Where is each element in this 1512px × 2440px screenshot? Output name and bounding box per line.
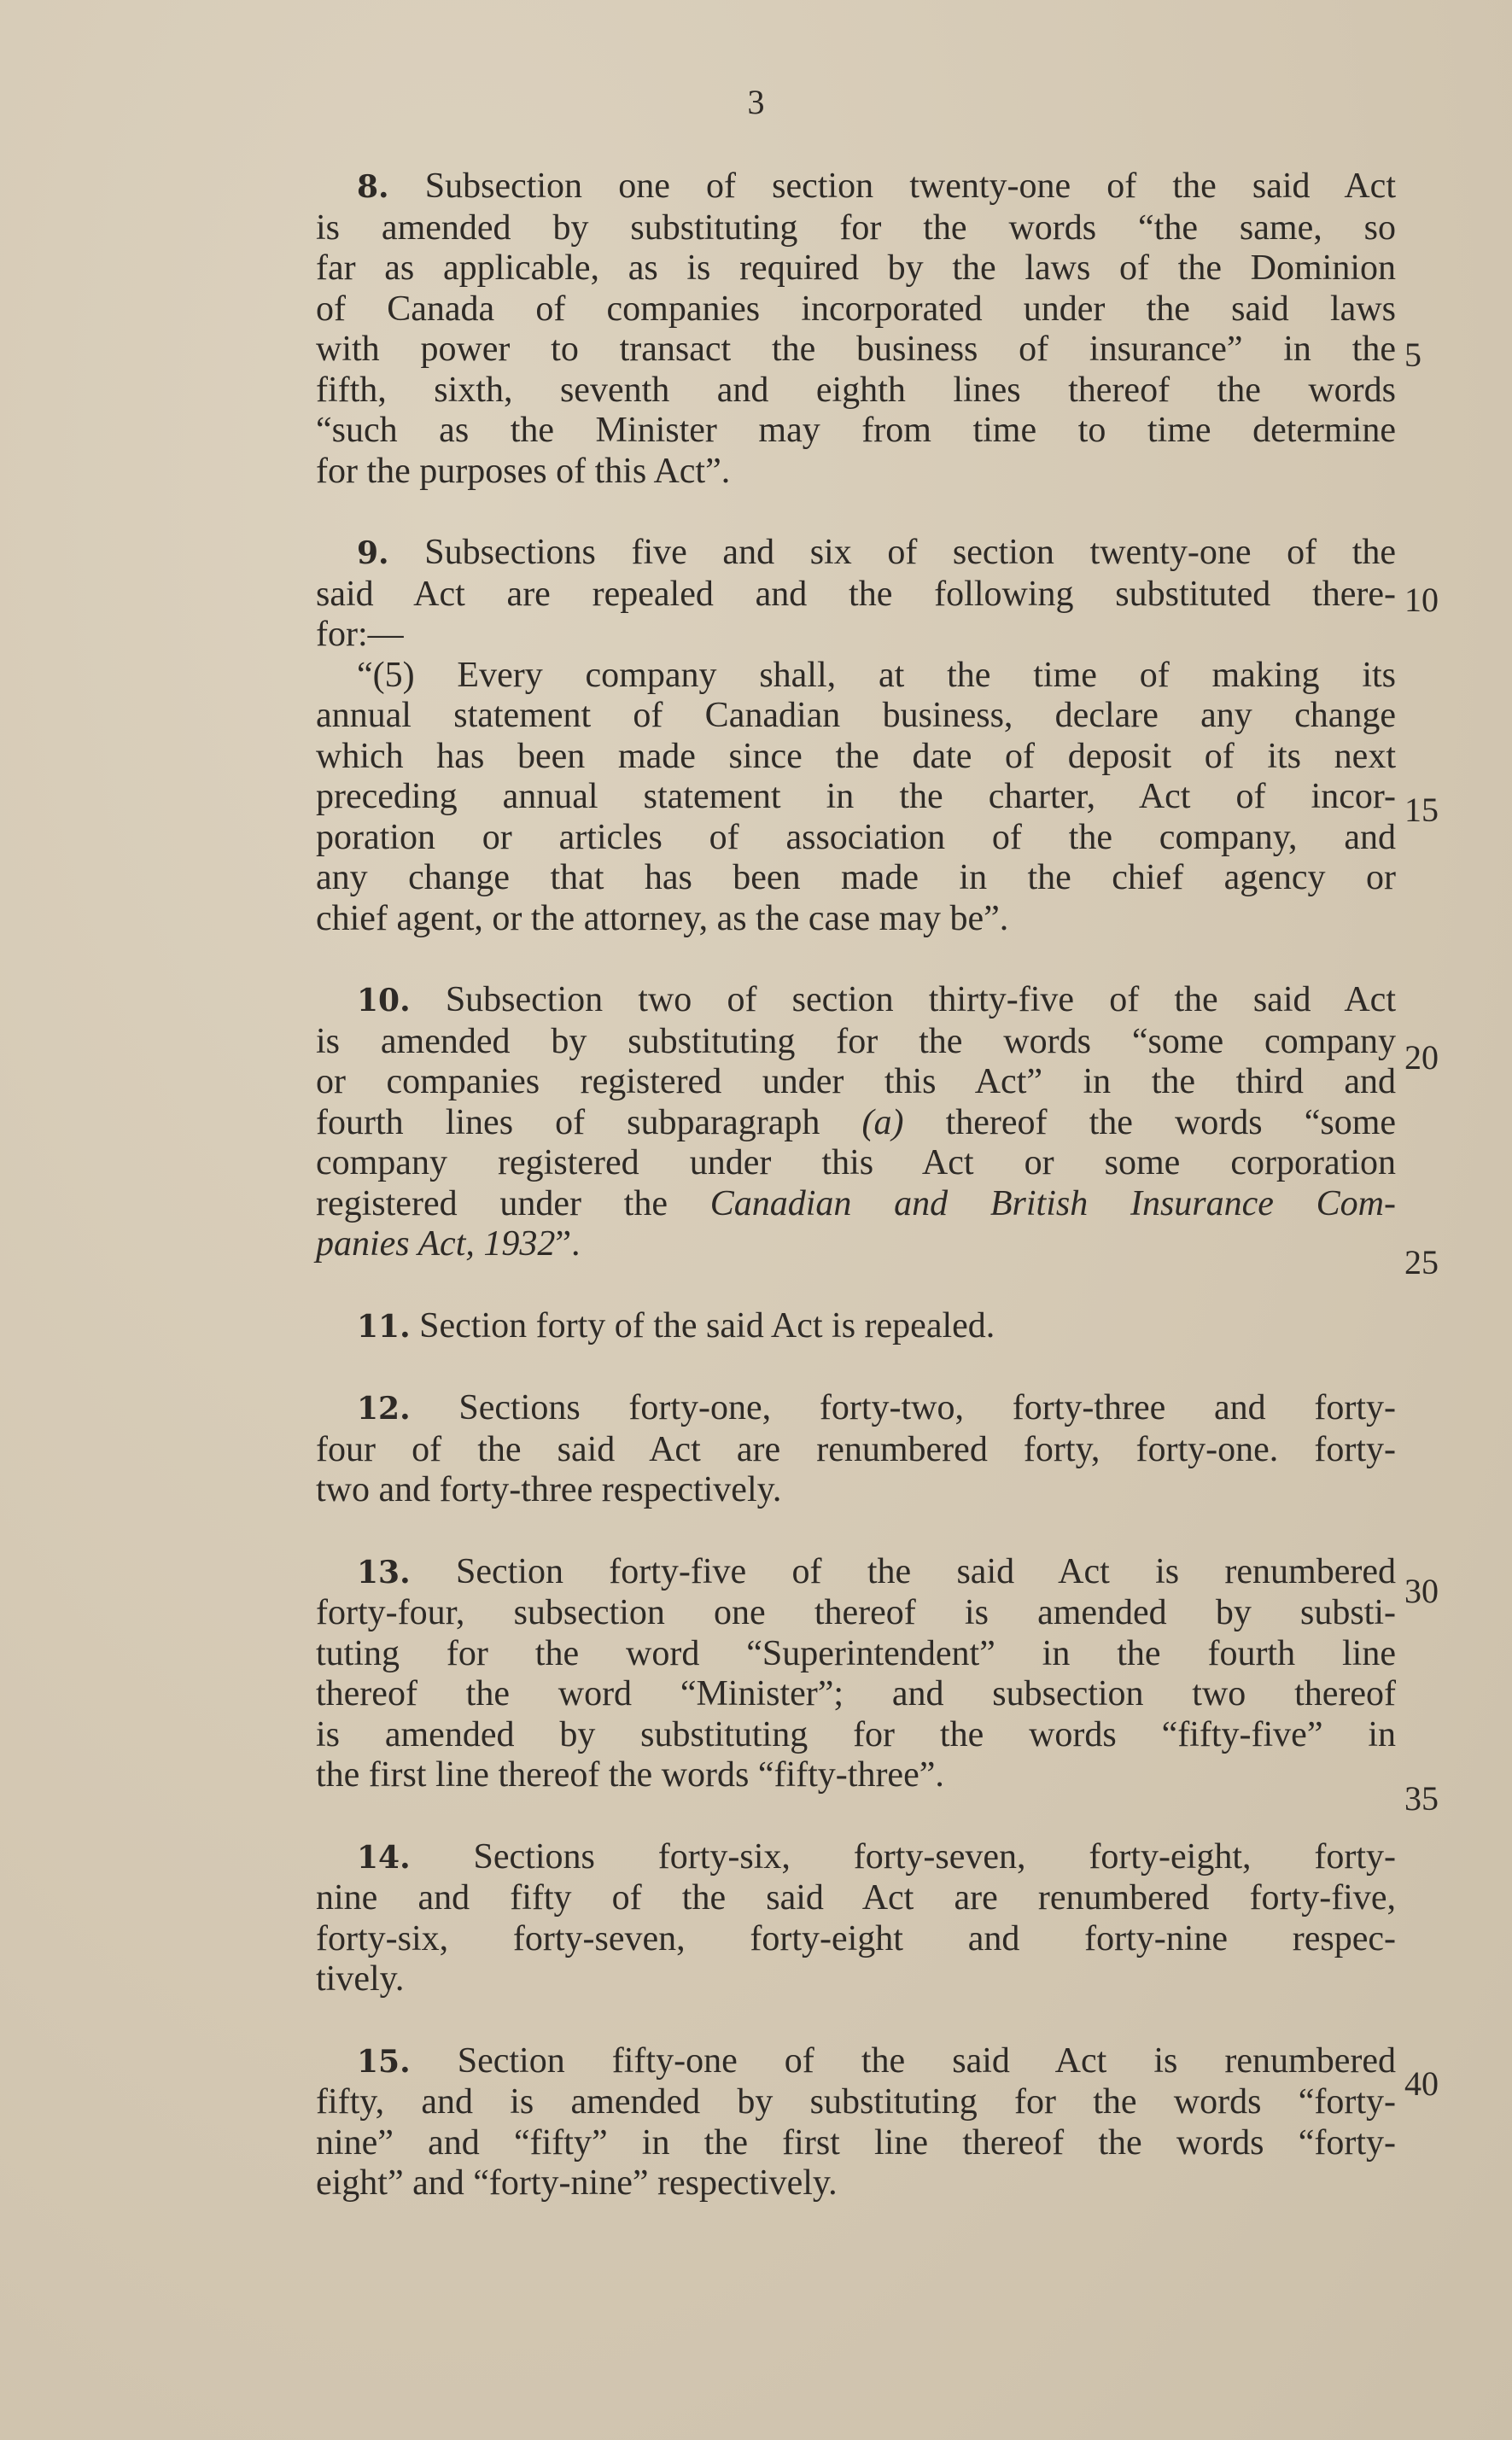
text-line: thereof the word “Minister”; and subsection two thereof [316,1674,1396,1713]
text-line: forty-four, subsection one thereof is amended by substi- [316,1593,1396,1632]
section-number: 13. [357,1554,411,1591]
text-line: panies Act, 1932”. [316,1224,581,1264]
text-line: tively. [316,1959,405,1999]
section-number: 14. [357,1839,411,1876]
text-line: is amended by substituting for the words “some company [316,1021,1396,1061]
text-line: company registered under this Act or some corporation [316,1143,1396,1182]
text-line: 10. Subsection two of section thirty-five of the said Act [357,980,1396,1019]
margin-line-number: 10 [1404,581,1439,619]
text-line: which has been made since the date of deposit of its next [316,736,1396,776]
text-line: nine and fifty of the said Act are renumbered forty-five, [316,1878,1396,1918]
section-13 [316,1552,1396,1796]
text-line: chief agent, or the attorney, as the case may be”. [316,898,1009,938]
text-line: 15. Section fifty-one of the said Act is renumbered [357,2040,1396,2081]
text-line: forty-six, forty-seven, forty-eight and forty-nine respec- [316,1918,1396,1958]
text-line: nine” and “fifty” in the first line thereof the words “forty- [316,2122,1396,2163]
text-line: 8. Subsection one of section twenty-one of the said Act [357,166,1396,206]
page-number: 3 [747,83,765,121]
section-number: 9. [357,535,389,571]
text-line: of Canada of companies incorporated under the said laws [316,289,1396,329]
margin-line-number: 20 [1404,1038,1439,1077]
section-14 [316,1837,1396,2000]
section-9 [316,533,1396,939]
text-line: tuting for the word “Superintendent” in the fourth line [316,1633,1396,1673]
margin-line-number: 35 [1404,1779,1439,1818]
section-10 [316,980,1396,1265]
section-number: 11. [357,1308,411,1345]
text-line: far as applicable, as is required by the laws of the Dominion [316,248,1396,288]
text-line: fifth, sixth, seventh and eighth lines thereof the words [316,370,1396,410]
section-number: 8. [357,169,389,205]
text-line: registered under the Canadian and British Insurance Com- [316,1183,1396,1223]
text-line: for the purposes of this Act”. [316,451,731,491]
text-line: preceding annual statement in the charter, Act of incor- [316,777,1396,816]
text-line: 13. Section forty-five of the said Act is renumbered [357,1551,1396,1591]
margin-line-number: 15 [1404,791,1439,829]
text-line: “such as the Minister may from time to time determine [316,411,1396,450]
text-line: 11. Section forty of the said Act is repealed. [357,1305,995,1346]
section-number: 15. [357,2043,411,2080]
text-line: or companies registered under this Act” in the third and [316,1062,1396,1101]
section-11 [316,1306,1396,1348]
margin-line-number: 25 [1404,1243,1439,1281]
text-line: is amended by substituting for the words “fifty-five” in [316,1714,1396,1754]
text-line: four of the said Act are renumbered forty, forty-one. forty- [316,1429,1396,1469]
section-12 [316,1388,1396,1511]
text-line: for:— [316,615,404,654]
text-line: 9. Subsections five and six of section twenty-one of the [357,533,1396,572]
margin-line-number: 40 [1404,2064,1439,2103]
text-line: annual statement of Canadian business, declare any change [316,696,1396,735]
section-number: 10. [357,983,411,1019]
text-line: “(5) Every company shall, at the time of making its [357,655,1396,695]
margin-line-number: 30 [1404,1572,1439,1610]
text-line: poration or articles of association of the company, and [316,817,1396,857]
section-number: 12. [357,1391,411,1427]
text-line: 12. Sections forty-one, forty-two, forty-three and forty- [357,1388,1396,1427]
document-body [316,166,1396,2204]
text-line: said Act are repealed and the following substituted there- [316,574,1396,614]
section-15 [316,2041,1396,2204]
text-line: fourth lines of subparagraph (a) thereof the words “some [316,1102,1397,1142]
text-line: any change that has been made in the chief agency or [316,858,1396,897]
text-line: two and forty-three respectively. [316,1470,782,1509]
text-line: with power to transact the business of insurance” in the [316,330,1396,369]
margin-line-number: 5 [1404,336,1422,374]
text-line: fifty, and is amended by substituting for the words “forty- [316,2082,1396,2122]
text-line: the first line thereof the words “fifty-three”. [316,1755,944,1795]
text-line: is amended by substituting for the words “the same, so [316,207,1396,248]
section-8 [316,166,1396,492]
text-line: eight” and “forty-nine” respectively. [316,2163,838,2203]
text-line: 14. Sections forty-six, forty-seven, forty-eight, forty- [357,1836,1397,1877]
